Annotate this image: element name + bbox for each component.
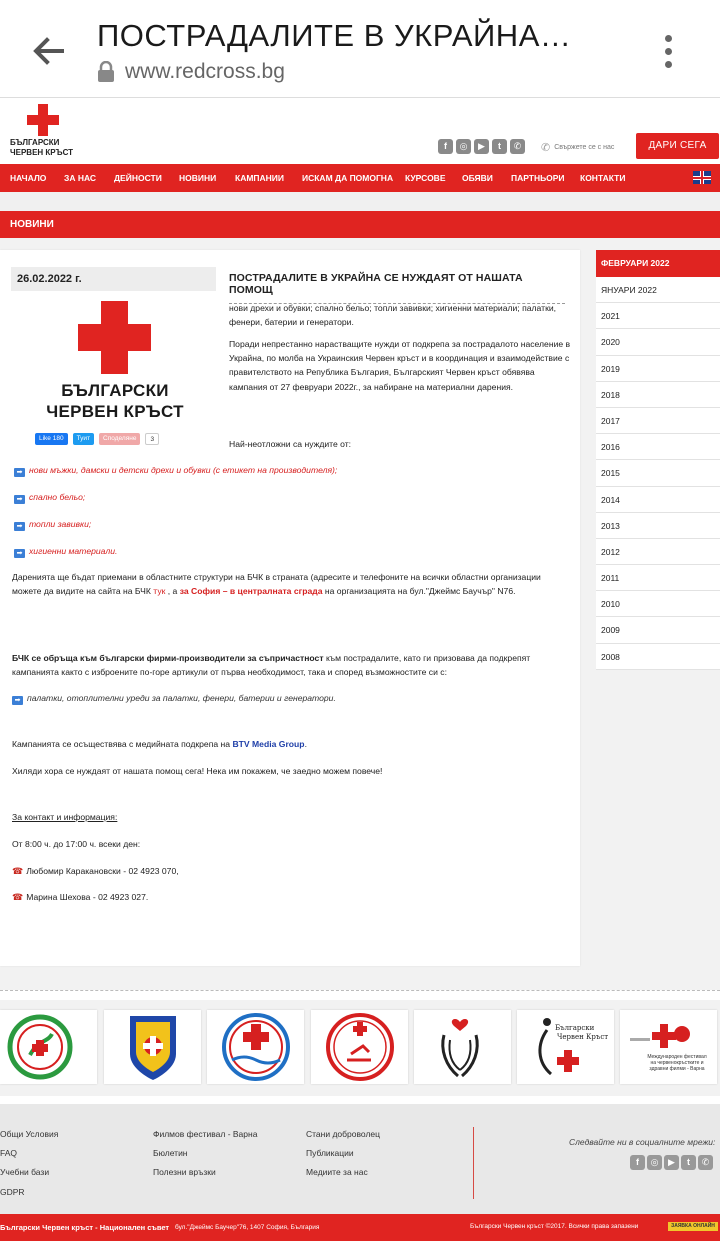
site-logo[interactable]: БЪЛГАРСКИ ЧЕРВЕН КРЪСТ (8, 104, 78, 158)
archive-item[interactable]: 2018 (596, 382, 720, 408)
arrow-right-icon: ➡ (14, 495, 25, 504)
svg-text:Червен Кръст: Червен Кръст (557, 1033, 609, 1041)
svg-text:Български: Български (555, 1024, 595, 1032)
partner-logo-hands[interactable] (414, 1010, 511, 1084)
uk-flag-icon[interactable] (693, 171, 711, 184)
back-arrow-icon[interactable] (30, 33, 66, 69)
footer-link[interactable]: Бюлетин (153, 1148, 188, 1158)
partners-strip (0, 1000, 720, 1096)
nav-help[interactable]: ИСКАМ ДА ПОМОГНА (302, 173, 394, 183)
page-title: ПОСТРАДАЛИТЕ В УКРАЙНА… (97, 18, 572, 53)
overflow-menu-icon[interactable] (660, 32, 676, 68)
here-link[interactable]: тук (153, 586, 166, 597)
archive-item[interactable]: 2010 (596, 591, 720, 617)
twitter-icon[interactable]: t (492, 139, 507, 154)
footer-socials (630, 1155, 713, 1170)
red-cross-icon (27, 104, 59, 136)
nav-campaigns[interactable]: КАМПАНИИ (235, 173, 285, 183)
browser-toolbar (0, 0, 720, 98)
festival-caption: Международен фестивал на червенокръстките и здравни филми - Варна (647, 1054, 707, 1072)
nav-contacts[interactable]: КОНТАКТИ (580, 173, 626, 183)
article-paragraph: Поради непрестанно нарастващите нужди от подкрепа за пострадалото население в Украйна, по молба на Украинския Червен кръст и в координация и взаимодействие с правителството на Република България, Българският Червен кръст обявява кампания от 27 февруари 2022г., за набиране на материални дарения. (229, 339, 571, 392)
facebook-icon[interactable]: f (630, 1155, 645, 1170)
header-socials (438, 139, 525, 154)
url-text: www.redcross.bg (125, 60, 285, 83)
twitter-icon[interactable]: t (681, 1155, 696, 1170)
contact-link[interactable]: ✆ Свържете се с нас (541, 142, 615, 154)
nav-news[interactable]: НОВИНИ (179, 173, 217, 183)
instagram-icon[interactable]: ◎ (647, 1155, 662, 1170)
telephone-icon: ☎ (12, 866, 24, 876)
share-count: 3 (145, 433, 159, 445)
site-header (0, 98, 720, 164)
nav-courses[interactable]: КУРСОВЕ (405, 173, 446, 183)
footer-link[interactable]: Общи Условия (0, 1129, 59, 1139)
arrow-right-icon: ➡ (14, 522, 25, 531)
footer-link[interactable]: GDPR (0, 1187, 25, 1197)
article-date: 26.02.2022 г. (11, 267, 216, 291)
main-nav (0, 164, 720, 192)
footer-link[interactable]: Медиите за нас (306, 1167, 368, 1177)
article-image: БЪЛГАРСКИ ЧЕРВЕН КРЪСТ (30, 298, 200, 428)
facebook-icon[interactable]: f (438, 139, 453, 154)
contact-line: ☎ Любомир Каракановски - 02 4923 070, (12, 866, 179, 876)
archive-item[interactable]: 2008 (596, 644, 720, 670)
footer-link[interactable]: Филмов фестивал - Варна (153, 1129, 258, 1139)
org-address: бул."Джеймс Баучер"76, 1407 София, България (175, 1224, 320, 1231)
archive-item[interactable]: 2020 (596, 329, 720, 355)
list-item: ➡ спално бельо; (14, 490, 85, 504)
archive-item[interactable]: 2016 (596, 434, 720, 460)
tweet-button[interactable]: Туит (73, 433, 94, 445)
archive-sidebar (596, 250, 720, 670)
article-paragraph: Най-неотложни са нуждите от: (229, 439, 352, 449)
nav-ads[interactable]: ОБЯВИ (462, 173, 493, 183)
archive-item[interactable]: 2015 (596, 460, 720, 486)
footer-link[interactable]: FAQ (0, 1148, 18, 1158)
archive-item[interactable]: 2019 (596, 356, 720, 382)
arrow-right-icon: ➡ (14, 549, 25, 558)
archive-item[interactable]: 2011 (596, 565, 720, 591)
partner-logo-film-festival[interactable] (620, 1010, 717, 1084)
site-footer (0, 1104, 720, 1214)
partner-logo-social-services[interactable] (517, 1010, 614, 1084)
lock-icon (97, 61, 115, 83)
partner-logo-rescue[interactable] (104, 1010, 201, 1084)
arrow-right-icon: ➡ (14, 468, 25, 477)
facebook-like-button[interactable]: Like 180 (35, 433, 68, 445)
nav-activities[interactable]: ДЕЙНОСТИ (114, 173, 162, 183)
instagram-icon[interactable]: ◎ (456, 139, 471, 154)
article-paragraph: нови дрехи и обувки; спално бельо; топли завивки; хигиенни материали; палатки, фенери, батерии и генератори. (229, 303, 557, 328)
archive-item[interactable]: ЯНУАРИ 2022 (596, 277, 720, 303)
section-title: НОВИНИ (0, 211, 720, 238)
archive-item[interactable]: 2021 (596, 303, 720, 329)
footer-link[interactable]: Учебни бази (0, 1167, 50, 1177)
archive-item[interactable]: 2017 (596, 408, 720, 434)
youtube-icon[interactable]: ▶ (664, 1155, 679, 1170)
article-paragraph: Кампанията се осъществява с медийната подкрепа на BTV Media Group. (12, 739, 307, 749)
btv-link[interactable]: BTV Media Group (232, 739, 305, 749)
donate-button[interactable]: ДАРИ СЕГА (636, 133, 719, 159)
nav-about[interactable]: ЗА НАС (64, 173, 97, 183)
whatsapp-icon[interactable]: ✆ (510, 139, 525, 154)
archive-item[interactable]: 2009 (596, 617, 720, 643)
partner-logo-first-aid[interactable] (311, 1010, 408, 1084)
article-title: ПОСТРАДАЛИТЕ В УКРАЙНА СЕ НУЖДАЯТ ОТ НАШАТА ПОМОЩ (229, 272, 565, 304)
archive-item[interactable]: 2013 (596, 513, 720, 539)
partner-logo-water-rescue[interactable] (207, 1010, 304, 1084)
copyright-text: Български Червен кръст ©2017. Всички права запазени (470, 1223, 639, 1230)
list-item: ➡ хигиенни материали. (14, 544, 117, 558)
archive-active-month[interactable]: ФЕВРУАРИ 2022 (596, 250, 720, 277)
list-item: ➡ палатки, отоплителни уреди за палатки, фенери, батерии и генератори. (12, 691, 336, 705)
telephone-icon: ☎ (12, 892, 24, 902)
online-badge[interactable]: ЗАЯВКА ОНЛАЙН (668, 1222, 718, 1231)
youtube-icon[interactable]: ▶ (474, 139, 489, 154)
article-paragraph: БЧК се обръща към български фирми-производители за съпричастност към пострадалите, като ги призовава да подкрепят кампанията както с изброените по-горе артикули от първа необходимост, така и според възможностите си с: (12, 653, 531, 678)
follow-label: Следвайте ни в социалните мрежи: (569, 1137, 716, 1147)
article-paragraph: Хиляди хора се нуждаят от нашата помощ сега! Нека им покажем, че заедно можем повече! (12, 766, 383, 776)
nav-home[interactable]: НАЧАЛО (10, 173, 47, 183)
nav-partners[interactable]: ПАРТНЬОРИ (511, 173, 565, 183)
article-paragraph: Даренията ще бъдат приемани в областните структури на БЧК в страната (адресите и телефоните на всички областни организации можете да видите на сайта на БЧК тук , а за София – в централната сграда на организацията на бул."Джеймс Баучър" N76. (12, 572, 541, 597)
org-name: Български Червен кръст - Национален съвет (0, 1223, 170, 1232)
share-button[interactable]: Споделяне (99, 433, 140, 445)
phone-icon: ✆ (541, 142, 551, 154)
hours-text: От 8:00 ч. до 17:00 ч. всеки ден: (12, 839, 141, 849)
address-bar[interactable] (97, 60, 285, 84)
footer-link[interactable]: Публикации (306, 1148, 354, 1158)
partner-logo-youth[interactable] (0, 1010, 97, 1084)
contact-heading: За контакт и информация: (12, 812, 118, 822)
contact-line: ☎ Марина Шехова - 02 4923 027. (12, 892, 149, 902)
list-item: ➡ топли завивки; (14, 517, 91, 531)
copyright-bar (0, 1214, 720, 1241)
whatsapp-icon[interactable]: ✆ (698, 1155, 713, 1170)
archive-item[interactable]: 2012 (596, 539, 720, 565)
footer-link[interactable]: Стани доброволец (306, 1129, 380, 1139)
red-cross-icon (78, 301, 151, 374)
archive-item[interactable]: 2014 (596, 487, 720, 513)
share-buttons (35, 433, 159, 445)
arrow-right-icon: ➡ (12, 696, 23, 705)
footer-link[interactable]: Полезни връзки (153, 1167, 216, 1177)
list-item: ➡ нови мъжки, дамски и детски дрехи и обувки (с етикет на производителя); (14, 463, 337, 477)
